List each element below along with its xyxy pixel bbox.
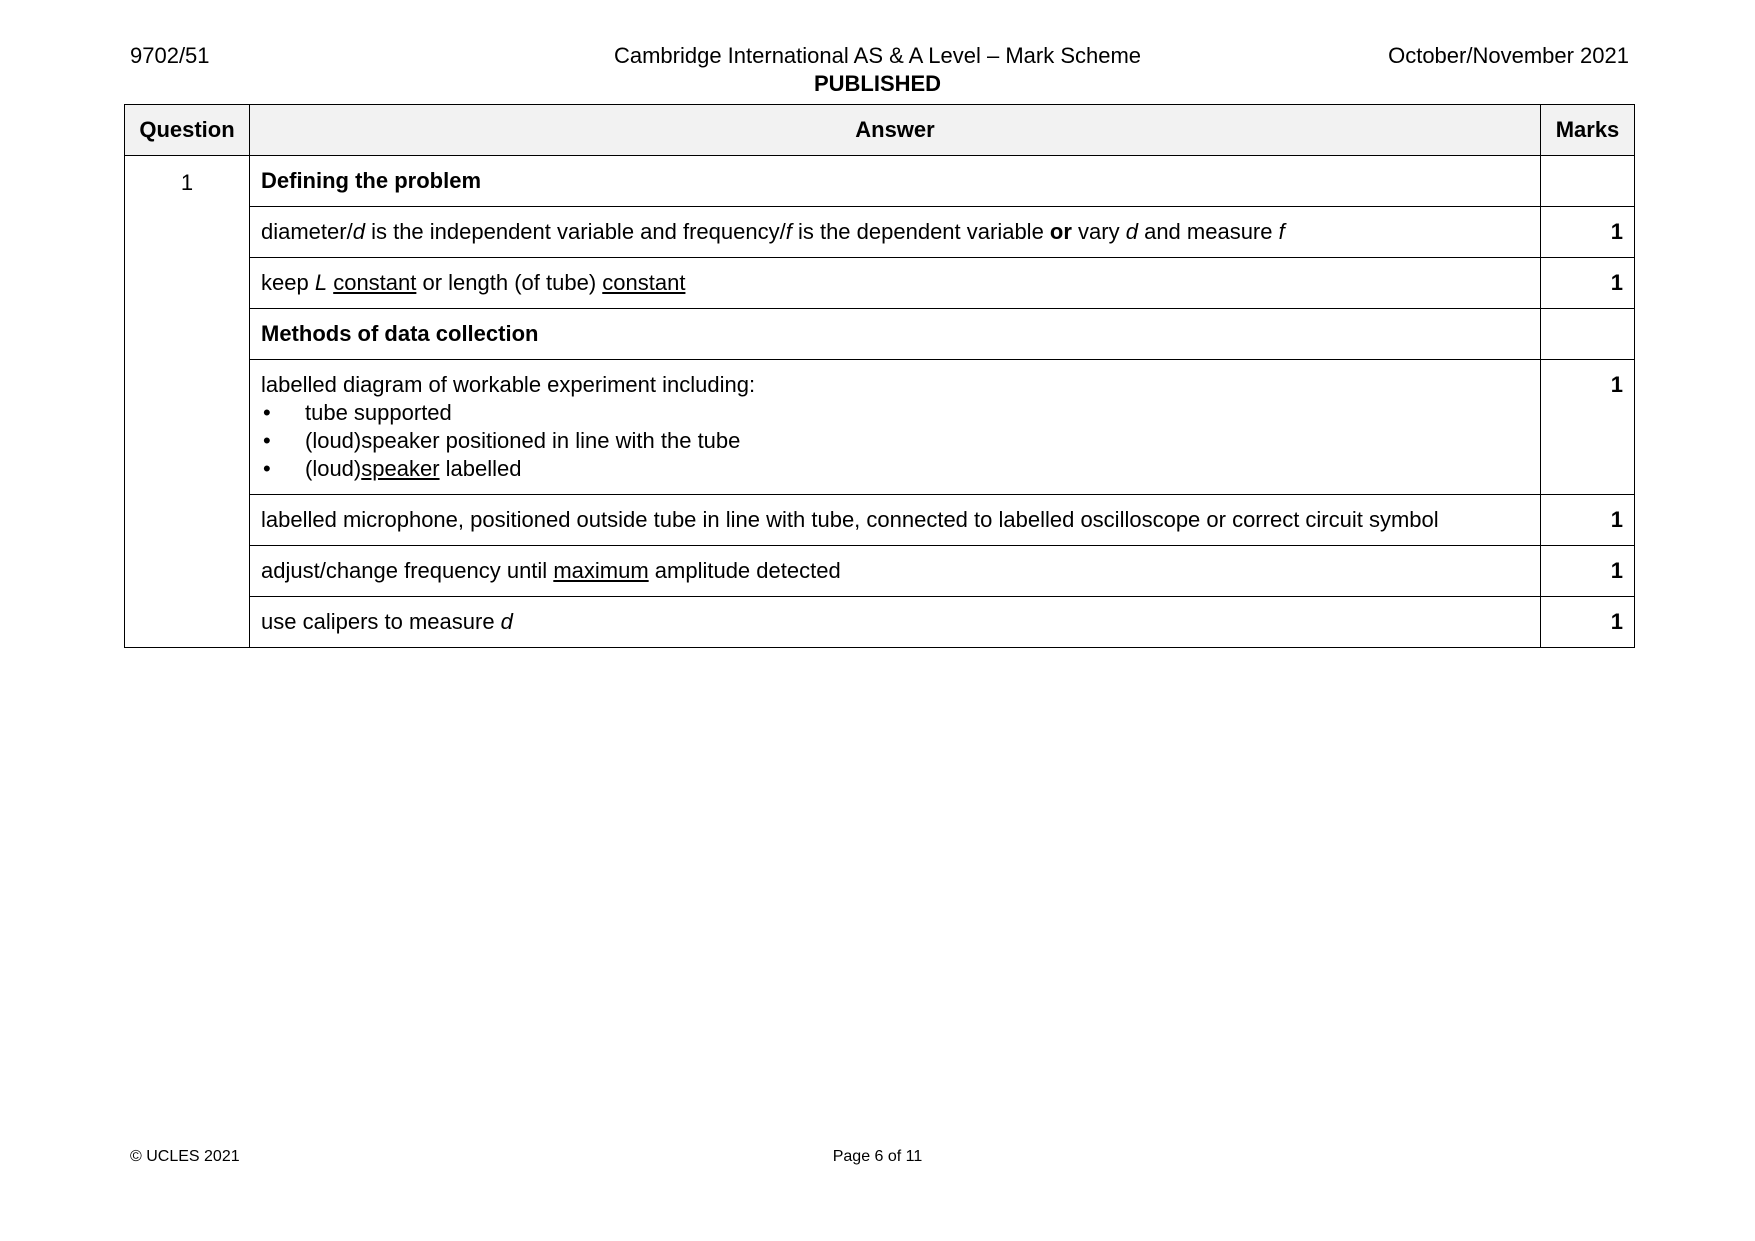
list-item [261, 399, 1529, 427]
paper-code: 9702/51 [130, 43, 210, 68]
bullet-list [261, 399, 1529, 483]
answer-text: use calipers to measure [261, 609, 501, 634]
answer-text: is the dependent variable [791, 219, 1050, 244]
answer-text: d [500, 609, 513, 634]
answer-text: diameter/ [261, 219, 353, 244]
bullet-icon: • [263, 400, 271, 425]
answer-text: (loud)speaker positioned in line with the tube [305, 428, 741, 453]
answer-text: tube supported [305, 400, 452, 425]
answer-adjust-frequency [250, 546, 1541, 597]
published-label: PUBLISHED [813, 71, 942, 96]
column-header-marks: Marks [1541, 105, 1635, 156]
answer-text: maximum [553, 558, 649, 583]
answer-text: constant [333, 270, 417, 295]
column-header-answer: Answer [250, 105, 1541, 156]
answer-text: and measure [1137, 219, 1279, 244]
section-heading-defining-problem: Defining the problem [250, 156, 1541, 207]
table-row [125, 495, 1635, 546]
answer-text: constant [602, 270, 686, 295]
answer-microphone: labelled microphone, positioned outside tube in line with tube, connected to labelled oscilloscope or correct circuit symbol [250, 495, 1541, 546]
answer-text: vary [1071, 219, 1126, 244]
copyright: © UCLES 2021 [130, 1148, 240, 1165]
question-number: 1 [125, 156, 250, 648]
answer-text: labelled diagram of workable experiment including: [261, 372, 756, 397]
marks-cell-empty [1541, 156, 1635, 207]
mark-value: 1 [1541, 546, 1635, 597]
answer-text: amplitude detected [648, 558, 841, 583]
marks-cell-empty [1541, 309, 1635, 360]
answer-labelled-diagram [250, 360, 1541, 495]
table-row [125, 597, 1635, 648]
table-row [125, 258, 1635, 309]
mark-value: 1 [1541, 258, 1635, 309]
table-row [125, 309, 1635, 360]
table-row [125, 360, 1635, 495]
mark-value: 1 [1541, 360, 1635, 495]
list-item [261, 427, 1529, 455]
answer-text: speaker [361, 456, 440, 481]
answer-text: L [314, 270, 328, 295]
document-title: Cambridge International AS & A Level – Mark Scheme [613, 43, 1142, 68]
answer-text: adjust/change frequency until [261, 558, 554, 583]
bullet-icon: • [263, 428, 271, 453]
mark-value: 1 [1541, 495, 1635, 546]
answer-text: f [1278, 219, 1285, 244]
answer-variables [250, 207, 1541, 258]
table-row [125, 156, 1635, 207]
answer-text: is the independent variable and frequency/ [364, 219, 786, 244]
section-heading-methods: Methods of data collection [250, 309, 1541, 360]
column-header-question: Question [125, 105, 250, 156]
mark-scheme-table [124, 104, 1635, 648]
answer-text: labelled [439, 456, 522, 481]
mark-value: 1 [1541, 207, 1635, 258]
answer-calipers [250, 597, 1541, 648]
table-header-row [125, 105, 1635, 156]
list-item [261, 455, 1529, 483]
bullet-icon: • [263, 456, 271, 481]
answer-text: f [785, 219, 792, 244]
answer-text: d [352, 219, 365, 244]
answer-keep-constant [250, 258, 1541, 309]
answer-text: (loud) [305, 456, 362, 481]
table-row [125, 546, 1635, 597]
answer-text: d [1125, 219, 1138, 244]
mark-value: 1 [1541, 597, 1635, 648]
table-row [125, 207, 1635, 258]
page-number: Page 6 of 11 [832, 1148, 923, 1165]
answer-text: keep [261, 270, 315, 295]
answer-text: or length (of tube) [416, 270, 603, 295]
exam-session: October/November 2021 [1388, 43, 1629, 68]
answer-text: or [1049, 219, 1072, 244]
